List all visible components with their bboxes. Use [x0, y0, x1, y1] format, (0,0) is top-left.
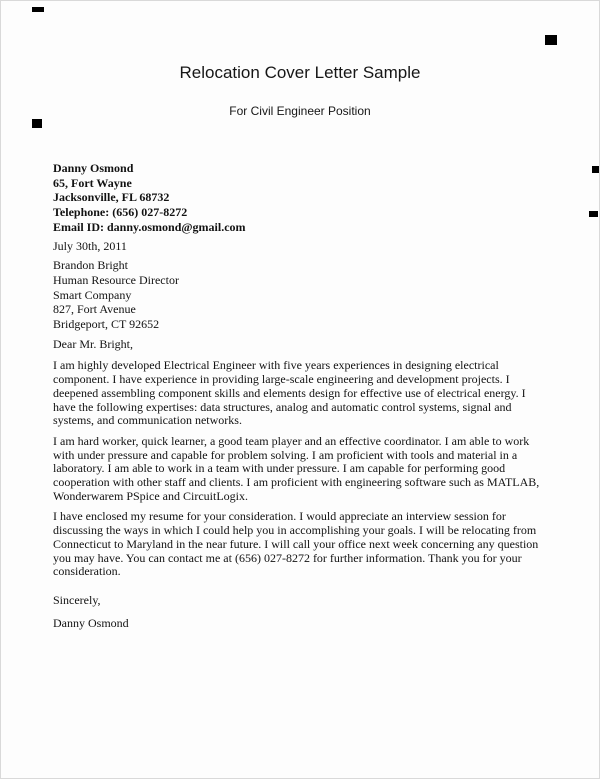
sender-telephone: Telephone: (656) 027-8272 [53, 205, 188, 220]
recipient-address-line1: 827, Fort Avenue [53, 302, 136, 317]
recipient-address-line2: Bridgeport, CT 92652 [53, 317, 160, 332]
recipient-title: Human Resource Director [53, 272, 179, 287]
scan-artifact [32, 119, 42, 128]
paragraph-1: I am highly developed Electrical Engineer with five years experiences in designing electrical component. I have experience in providing large-scale engineering and development projects. I deepened assembling component skills and elements design for effective use of electrical energy. I have the following expertises: data structures, analog and automatic control systems, signal and systems, and communication networks. [53, 358, 526, 428]
recipient-block [53, 259, 549, 332]
sender-address-line2: Jacksonville, FL 68732 [53, 190, 170, 205]
sender-block [53, 162, 549, 235]
sender-name: Danny Osmond [53, 161, 134, 175]
signature: Danny Osmond [53, 615, 129, 630]
closing: Sincerely, [53, 592, 101, 607]
paragraph-2: I am hard worker, quick learner, a good team player and an effective coordinator. I am able to work with under pressure and capable for problem solving. I am proficient with tools and material in a laboratory. I am able to work in a team with under pressure. I am capable for performing good cooperation with other staff and clients. I am proficient with engineering software such as MATLAB, Wonderwarem PSpice and CircuitLogix. [53, 433, 540, 503]
scan-artifact [592, 166, 600, 173]
letter-date: July 30th, 2011 [53, 238, 127, 253]
scan-artifact [545, 35, 557, 45]
recipient-company: Smart Company [53, 287, 132, 302]
document-subtitle: For Civil Engineer Position [229, 104, 371, 118]
recipient-name: Brandon Bright [53, 258, 128, 273]
salutation: Dear Mr. Bright, [53, 336, 133, 351]
scan-artifact [32, 7, 44, 12]
letter-body [53, 162, 549, 630]
sender-address-line1: 65, Fort Wayne [53, 175, 132, 190]
paragraph-3: I have enclosed my resume for your consideration. I would appreciate an interview session for discussing the ways in which I could help you in accomplishing your goals. I will be relocating from Connecticut to Maryland in the near future. I will call your office next week concerning any question you may have. You can contact me at (656) 027-8272 for further information. Thank you for your consideration. [53, 509, 539, 579]
sender-email: Email ID: danny.osmond@gmail.com [53, 219, 246, 234]
document-title: Relocation Cover Letter Sample [179, 63, 421, 82]
scan-artifact [589, 211, 598, 217]
